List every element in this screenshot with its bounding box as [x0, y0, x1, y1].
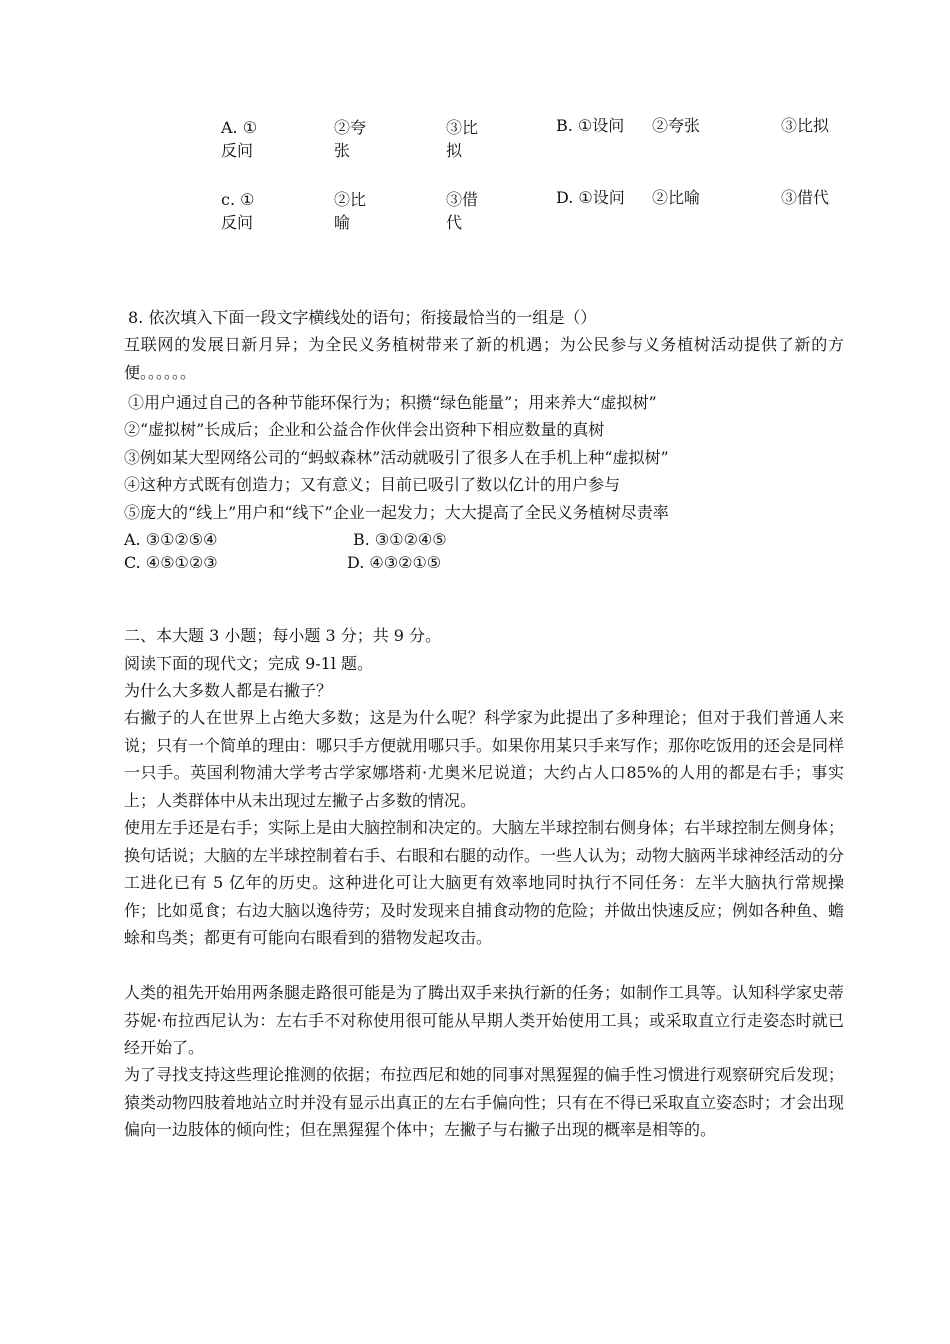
- q7-option-b-item3: ③比拟: [781, 116, 830, 135]
- article-paragraph-1: 右撇子的人在世界上占绝大多数；这是为什么呢？科学家为此提出了多种理论；但对于我们普通人来说；只有一个简单的理由：哪只手方便就用哪只手。如果你用某只手来写作；那你吃饭用的还会是同样一只手。英国利物浦大学考古学家娜塔莉·尤奥米尼说道；大约占人口85%的人用的都是右手；事实上；人类群体中从未出现过左撇子占多数的情况。: [124, 708, 845, 810]
- q7-option-b-label: B. ①设问: [556, 116, 625, 135]
- q7-option-d-label: D. ①设问: [556, 188, 625, 207]
- q8-option-b: B. ③①②④⑤: [353, 530, 447, 549]
- q8-item-3: ③例如某大型网络公司的“蚂蚁森林”活动就吸引了很多人在手机上种“虚拟树”: [124, 448, 669, 467]
- q8-passage: 互联网的发展日新月异；为全民义务植树带来了新的机遇；为公民参与义务植树活动提供了新的方便。。。。。。: [124, 335, 844, 382]
- q7-option-d-item3: ③借代: [781, 188, 830, 207]
- q8-item-4: ④这种方式既有创造力；又有意义；目前已吸引了数以亿计的用户参与: [124, 475, 621, 494]
- q7-option-c-item2: ②比喻: [334, 190, 367, 232]
- article-paragraph-4: 为了寻找支持这些理论推测的依据；布拉西尼和她的同事对黑猩猩的偏手性习惯进行观察研究后发现；猿类动物四肢着地站立时并没有显示出真正的左右手偏向性；只有在不得已采取直立姿态时；才会出现偏向一边肢体的倾向性；但在黑猩猩个体中；左撇子与右撇子出现的概率是相等的。: [124, 1065, 845, 1139]
- q8-item-5: ⑤庞大的“线上”用户和“线下”企业一起发力；大大提高了全民义务植树尽责率: [124, 503, 669, 522]
- q7-option-b-item2: ②夸张: [652, 116, 701, 135]
- q8-item-2: ②“虚拟树”长成后；企业和公益合作伙伴会出资种下相应数量的真树: [124, 420, 605, 439]
- q7-option-a-item2: ②夸张: [334, 118, 367, 160]
- q8-option-c: C. ④⑤①②③: [124, 553, 218, 572]
- q8-option-a: A. ③①②⑤④: [124, 530, 218, 549]
- q7-option-d-item2: ②比喻: [652, 188, 701, 207]
- q8-option-d: D. ④③②①⑤: [347, 553, 442, 572]
- q7-option-a-label: A. ①反问: [221, 118, 258, 160]
- q7-option-c-label: c. ①反问: [221, 190, 255, 232]
- section-instruction: 阅读下面的现代文；完成 9-1l 题。: [124, 654, 374, 673]
- article-title: 为什么大多数人都是右撇子？: [124, 681, 333, 700]
- q7-option-a-item3: ③比拟: [446, 118, 479, 160]
- q8-item-1: ①用户通过自己的各种节能环保行为；积攒“绿色能量”；用来养大“虚拟树”: [128, 393, 657, 412]
- article-paragraph-2: 使用左手还是右手；实际上是由大脑控制和决定的。大脑左半球控制右侧身体；右半球控制左侧身体；换句话说；大脑的左半球控制着右手、右眼和右腿的动作。一些人认为；动物大脑两半球神经活动的分工进化已有 5 亿年的历史。这种进化可让大脑更有效率地同时执行不同任务：左半大脑执行常规操作；比如觅食；右边大脑以逸待劳；及时发现来自捕食动物的危险；并做出快速反应；例如各种鱼、蟾蜍和鸟类；都更有可能向右眼看到的猎物发起攻击。: [124, 818, 845, 947]
- q7-option-c-item3: ③借代: [446, 190, 479, 232]
- section-heading: 二、本大题 3 小题；每小题 3 分；共 9 分。: [124, 626, 442, 645]
- q8-stem: 8. 依次填入下面一段文字横线处的语句；衔接最恰当的一组是（）: [128, 308, 597, 327]
- article-paragraph-3: 人类的祖先开始用两条腿走路很可能是为了腾出双手来执行新的任务；如制作工具等。认知科学家史蒂芬妮·布拉西尼认为：左右手不对称使用很可能从早期人类开始使用工具；或采取直立行走姿态时就已经开始了。: [124, 983, 845, 1057]
